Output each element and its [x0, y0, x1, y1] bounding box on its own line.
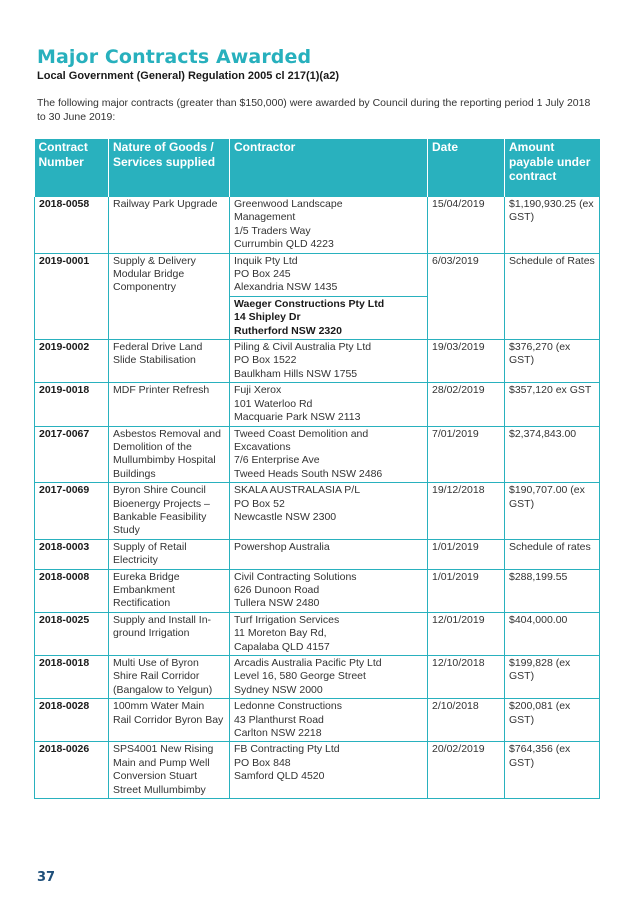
header-date: Date: [428, 139, 505, 197]
header-contract-number: Contract Number: [35, 139, 109, 197]
contract-contractor: Turf Irrigation Services 11 Moreton Bay Rd, Capalaba QLD 4157: [230, 612, 428, 655]
table-row: [35, 197, 600, 253]
header-nature: Nature of Goods / Services supplied: [109, 139, 230, 197]
contract-number: 2018-0018: [35, 656, 109, 699]
contracts-table: [34, 139, 600, 799]
table-row: [35, 340, 600, 383]
contract-number: 2018-0026: [35, 742, 109, 799]
contract-nature: MDF Printer Refresh: [109, 383, 230, 426]
contract-nature: Multi Use of Byron Shire Rail Corridor (Bangalow to Yelgun): [109, 656, 230, 699]
table-row: [35, 483, 600, 540]
table-row: [35, 569, 600, 612]
table-header-row: [35, 139, 600, 197]
contract-date: 7/01/2019: [428, 426, 505, 483]
contract-nature: Supply and Install In-ground Irrigation: [109, 612, 230, 655]
header-contractor: Contractor: [230, 139, 428, 197]
contract-date: 2/10/2018: [428, 699, 505, 742]
table-row: [35, 742, 600, 799]
contract-amount: $200,081 (ex GST): [505, 699, 600, 742]
contract-nature: Federal Drive Land Slide Stabilisation: [109, 340, 230, 383]
contract-contractor: Inquik Pty Ltd PO Box 245 Alexandria NSW 1435: [230, 253, 428, 296]
contract-number: 2017-0067: [35, 426, 109, 483]
contract-date: 20/02/2019: [428, 742, 505, 799]
header-amount: Amount payable under contract: [505, 139, 600, 197]
contract-date: 28/02/2019: [428, 383, 505, 426]
contract-contractor: Ledonne Constructions 43 Planthurst Road Carlton NSW 2218: [230, 699, 428, 742]
contract-number: 2018-0058: [35, 197, 109, 253]
contract-amount: $288,199.55: [505, 569, 600, 612]
regulation-subtitle: Local Government (General) Regulation 2005 cl 217(1)(a2): [37, 70, 339, 82]
contract-nature: Byron Shire Council Bioenergy Projects – Bankable Feasibility Study: [109, 483, 230, 540]
contract-date: 15/04/2019: [428, 197, 505, 253]
contract-nature: Eureka Bridge Embankment Rectification: [109, 569, 230, 612]
contract-amount: $764,356 (ex GST): [505, 742, 600, 799]
contract-amount: Schedule of rates: [505, 539, 600, 569]
table-row: [35, 656, 600, 699]
table-row: [35, 612, 600, 655]
table-row: [35, 539, 600, 569]
contract-contractor: Powershop Australia: [230, 539, 428, 569]
contract-date: 1/01/2019: [428, 569, 505, 612]
contract-contractor: Piling & Civil Australia Pty Ltd PO Box 1522 Baulkham Hills NSW 1755: [230, 340, 428, 383]
contract-number: 2018-0008: [35, 569, 109, 612]
contract-nature: 100mm Water Main Rail Corridor Byron Bay: [109, 699, 230, 742]
contract-amount: $404,000.00: [505, 612, 600, 655]
table-row: [35, 253, 600, 296]
contract-contractor: SKALA AUSTRALASIA P/L PO Box 52 Newcastle NSW 2300: [230, 483, 428, 540]
contract-number: 2018-0003: [35, 539, 109, 569]
contract-nature: Railway Park Upgrade: [109, 197, 230, 253]
contract-contractor: FB Contracting Pty Ltd PO Box 848 Samford QLD 4520: [230, 742, 428, 799]
contract-amount: $357,120 ex GST: [505, 383, 600, 426]
page-number: 37: [37, 870, 56, 885]
contract-contractor: Civil Contracting Solutions 626 Dunoon Road Tullera NSW 2480: [230, 569, 428, 612]
contract-date: 12/01/2019: [428, 612, 505, 655]
contract-amount: $376,270 (ex GST): [505, 340, 600, 383]
contract-contractor: Arcadis Australia Pacific Pty Ltd Level 16, 580 George Street Sydney NSW 2000: [230, 656, 428, 699]
contract-contractor-secondary: Waeger Constructions Pty Ltd 14 Shipley Dr Rutherford NSW 2320: [230, 296, 428, 339]
contract-amount: Schedule of Rates: [505, 253, 600, 339]
contract-nature: SPS4001 New Rising Main and Pump Well Conversion Stuart Street Mullumbimby: [109, 742, 230, 799]
contract-contractor: Greenwood Landscape Management 1/5 Traders Way Currumbin QLD 4223: [230, 197, 428, 253]
contract-date: 19/12/2018: [428, 483, 505, 540]
page-title: Major Contracts Awarded: [37, 46, 312, 68]
table-row: [35, 699, 600, 742]
contract-number: 2018-0025: [35, 612, 109, 655]
table-row: [35, 426, 600, 483]
contract-contractor: Tweed Coast Demolition and Excavations 7/6 Enterprise Ave Tweed Heads South NSW 2486: [230, 426, 428, 483]
contract-amount: $2,374,843.00: [505, 426, 600, 483]
intro-paragraph: The following major contracts (greater than $150,000) were awarded by Council during the reporting period 1 July 2018 to 30 June 2019:: [37, 97, 591, 123]
contract-nature: Asbestos Removal and Demolition of the Mullumbimby Hospital Buildings: [109, 426, 230, 483]
table-row: [35, 383, 600, 426]
contract-amount: $1,190,930.25 (ex GST): [505, 197, 600, 253]
contract-number: 2018-0028: [35, 699, 109, 742]
contract-number: 2019-0001: [35, 253, 109, 339]
contract-date: 6/03/2019: [428, 253, 505, 339]
contract-nature: Supply of Retail Electricity: [109, 539, 230, 569]
contract-date: 12/10/2018: [428, 656, 505, 699]
contract-number: 2019-0018: [35, 383, 109, 426]
contract-amount: $190,707.00 (ex GST): [505, 483, 600, 540]
contract-contractor: Fuji Xerox 101 Waterloo Rd Macquarie Park NSW 2113: [230, 383, 428, 426]
contract-amount: $199,828 (ex GST): [505, 656, 600, 699]
contract-date: 1/01/2019: [428, 539, 505, 569]
contract-date: 19/03/2019: [428, 340, 505, 383]
contract-number: 2017-0069: [35, 483, 109, 540]
contract-nature: Supply & Delivery Modular Bridge Componentry: [109, 253, 230, 339]
contract-number: 2019-0002: [35, 340, 109, 383]
